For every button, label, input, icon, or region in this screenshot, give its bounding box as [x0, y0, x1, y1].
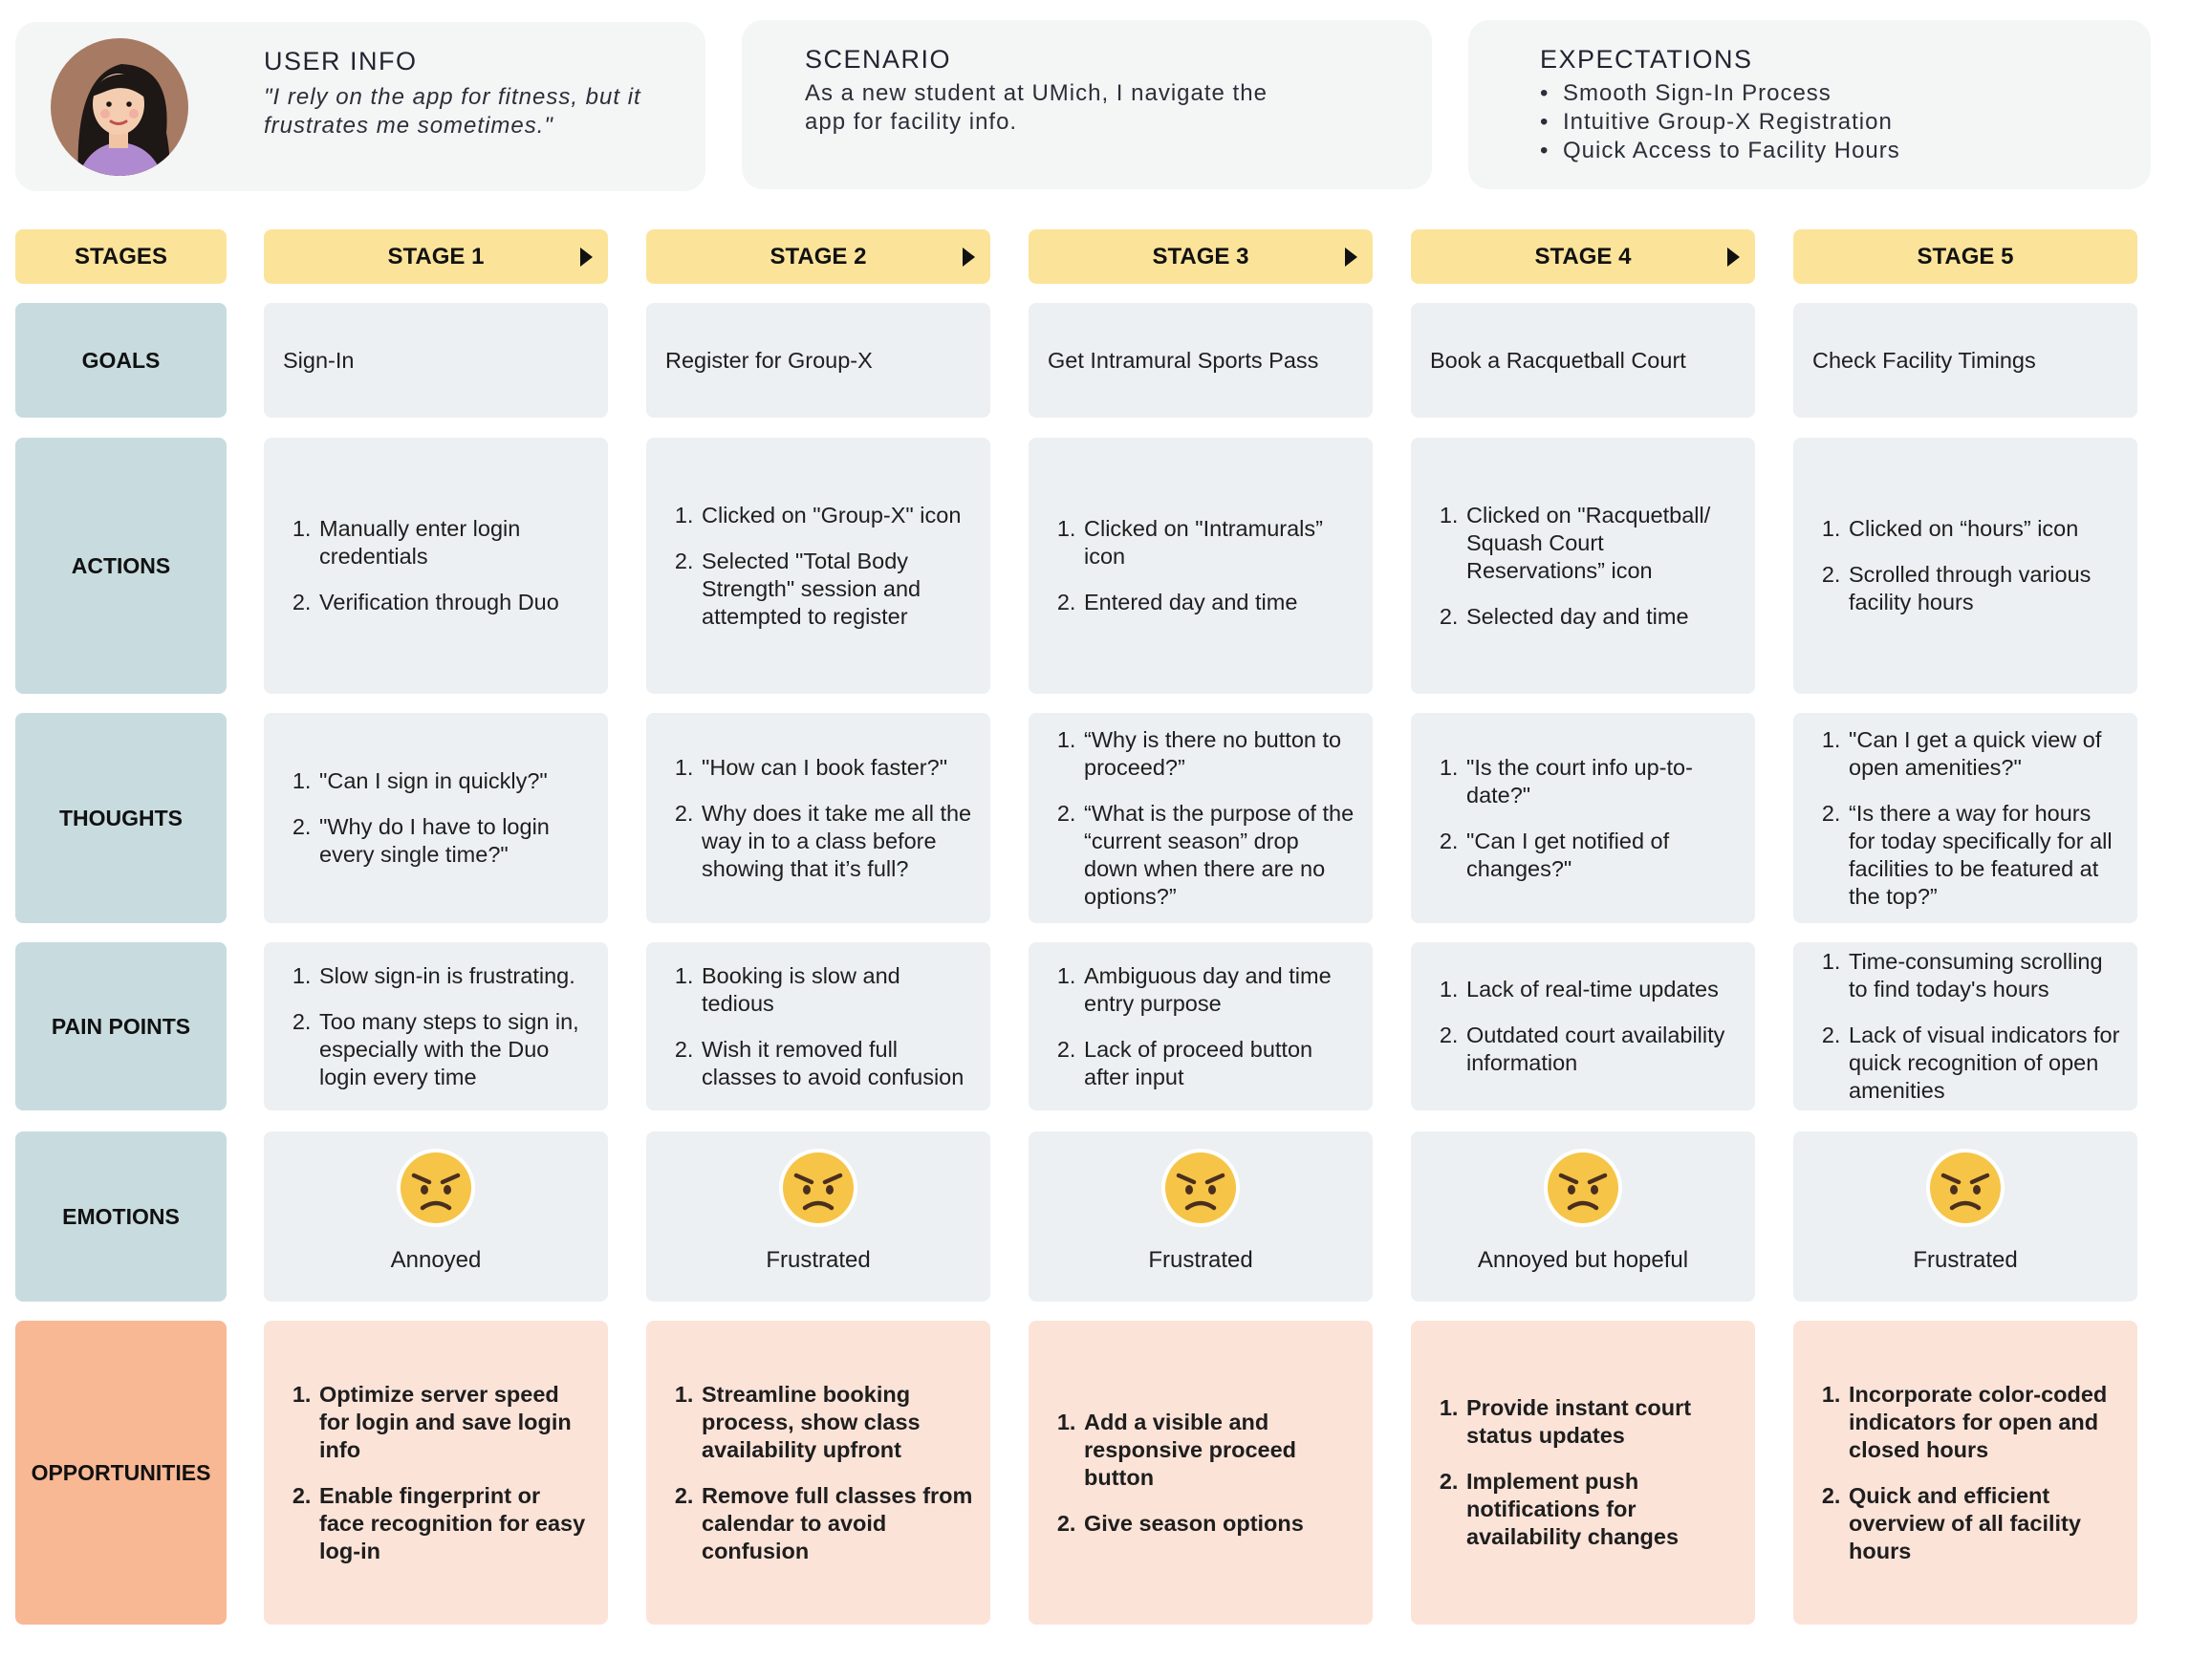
list-item: 1. “Why is there no button to proceed?” — [1082, 726, 1355, 782]
pain-points-list — [1793, 948, 2137, 1105]
goal-cell: Book a Racquetball Court — [1411, 303, 1755, 418]
actions-list — [1793, 515, 2137, 616]
list-item: 2. "Why do I have to login every single time?" — [317, 813, 591, 869]
stage-header-3 — [1029, 229, 1373, 284]
user-info-card — [15, 22, 705, 191]
user-info-title: USER INFO — [264, 47, 418, 75]
actions-list — [1029, 515, 1373, 616]
list-item: 2. Selected "Total Body Strength" session and attempted to register — [700, 548, 973, 631]
list-item: 2. Scrolled through various facility hours — [1847, 561, 2120, 616]
pain-points-cell — [1029, 942, 1373, 1110]
row-label-thoughts: THOUGHTS — [15, 713, 227, 923]
list-item: 1. Optimize server speed for login and save login info — [317, 1381, 591, 1464]
pain-points-cell — [646, 942, 990, 1110]
pain-points-cell — [1411, 942, 1755, 1110]
list-item: 1. Streamline booking process, show class availability upfront — [700, 1381, 973, 1464]
angry-face-icon — [1542, 1147, 1624, 1229]
expectations-list — [1540, 79, 1900, 165]
emotion-cell — [264, 1131, 608, 1302]
list-item: 1. "Is the court info up-to-date?" — [1464, 754, 1738, 809]
play-arrow-icon — [1727, 248, 1740, 267]
actions-list — [646, 502, 990, 631]
emotion-cell — [646, 1131, 990, 1302]
row-label-goals: GOALS — [15, 303, 227, 418]
list-item: 1. Ambiguous day and time entry purpose — [1082, 962, 1355, 1018]
list-item: 2. Verification through Duo — [317, 589, 591, 616]
opportunities-list — [646, 1381, 990, 1565]
list-item: 1. Provide instant court status updates — [1464, 1394, 1738, 1450]
scenario-text: As a new student at UMich, I navigate the app for facility info. — [805, 80, 1268, 135]
goal-cell: Check Facility Timings — [1793, 303, 2137, 418]
opportunities-cell — [264, 1321, 608, 1625]
stage-header-label: STAGE 1 — [387, 243, 485, 269]
thoughts-cell — [1029, 713, 1373, 923]
list-item: 1. Add a visible and responsive proceed button — [1082, 1409, 1355, 1492]
row-label-actions: ACTIONS — [15, 438, 227, 694]
scenario-card — [742, 20, 1432, 189]
thoughts-cell — [264, 713, 608, 923]
opportunities-list — [1793, 1381, 2137, 1565]
list-item: 2. Remove full classes from calendar to avoid confusion — [700, 1482, 973, 1565]
list-item: 2. Enable fingerprint or face recognition for easy log-in — [317, 1482, 591, 1565]
play-arrow-icon — [963, 248, 975, 267]
goal-cell: Get Intramural Sports Pass — [1029, 303, 1373, 418]
thoughts-cell — [1793, 713, 2137, 923]
stage-header-2 — [646, 229, 990, 284]
actions-cell — [1411, 438, 1755, 694]
list-item: 1. Slow sign-in is frustrating. — [317, 962, 591, 990]
emotion-label: Frustrated — [1148, 1247, 1253, 1273]
list-item: 2. Implement push notifications for availability changes — [1464, 1468, 1738, 1551]
list-item: 1. Incorporate color-coded indicators for open and closed hours — [1847, 1381, 2120, 1464]
expectations-card — [1468, 20, 2151, 189]
emotion-label: Annoyed but hopeful — [1477, 1247, 1689, 1273]
list-item: 1. Time-consuming scrolling to find today's hours — [1847, 948, 2120, 1003]
list-item: 1. Clicked on "Racquetball/ Squash Court Reservations” icon — [1464, 502, 1738, 585]
list-item: 1. Lack of real-time updates — [1464, 976, 1738, 1003]
list-item: 1. "Can I sign in quickly?" — [317, 767, 591, 795]
avatar — [50, 37, 189, 177]
list-item: 2. “Is there a way for hours for today specifically for all facilities to be featured at the top?” — [1847, 800, 2120, 911]
pain-points-cell — [264, 942, 608, 1110]
list-item: 2. Selected day and time — [1464, 603, 1738, 631]
thoughts-list — [1411, 754, 1755, 883]
goal-cell: Register for Group-X — [646, 303, 990, 418]
angry-face-icon — [395, 1147, 477, 1229]
play-arrow-icon — [1345, 248, 1357, 267]
list-item: 2. Quick and efficient overview of all facility hours — [1847, 1482, 2120, 1565]
thoughts-list — [264, 767, 608, 869]
pain-points-list — [264, 962, 608, 1091]
actions-list — [1411, 502, 1755, 631]
list-item: 2. Too many steps to sign in, especially with the Duo login every time — [317, 1008, 591, 1091]
list-item: 2. “What is the purpose of the “current season” drop down when there are no options?” — [1082, 800, 1355, 911]
stage-header-5 — [1793, 229, 2137, 284]
actions-cell — [264, 438, 608, 694]
emotion-cell — [1793, 1131, 2137, 1302]
list-item: 1. Clicked on "Group-X" icon — [700, 502, 973, 529]
list-item: 2. Give season options — [1082, 1510, 1355, 1538]
row-label-opportunities: OPPORTUNITIES — [15, 1321, 227, 1625]
stages-label: STAGES — [15, 229, 227, 284]
opportunities-cell — [1411, 1321, 1755, 1625]
list-item: 1. "How can I book faster?" — [700, 754, 973, 782]
list-item: 2. Outdated court availability information — [1464, 1022, 1738, 1077]
user-quote: "I rely on the app for fitness, but it frustrates me sometimes." — [264, 84, 641, 139]
expectation-item: • Quick Access to Facility Hours — [1540, 137, 1900, 165]
opportunities-cell — [646, 1321, 990, 1625]
list-item: 2. "Can I get notified of changes?" — [1464, 828, 1738, 883]
emotion-label: Frustrated — [766, 1247, 871, 1273]
stage-header-label: STAGE 5 — [1917, 243, 2014, 269]
opportunities-cell — [1029, 1321, 1373, 1625]
actions-cell — [646, 438, 990, 694]
emotion-cell — [1029, 1131, 1373, 1302]
thoughts-list — [646, 754, 990, 883]
pain-points-list — [1411, 976, 1755, 1077]
list-item: 1. "Can I get a quick view of open amenities?" — [1847, 726, 2120, 782]
stage-header-label: STAGE 4 — [1534, 243, 1632, 269]
list-item: 2. Entered day and time — [1082, 589, 1355, 616]
stage-header-4 — [1411, 229, 1755, 284]
scenario-title: SCENARIO — [805, 45, 952, 74]
actions-list — [264, 515, 608, 616]
emotion-label: Annoyed — [390, 1247, 482, 1273]
row-label-emotions: EMOTIONS — [15, 1131, 227, 1302]
opportunities-list — [264, 1381, 608, 1565]
list-item: 1. Clicked on "Intramurals” icon — [1082, 515, 1355, 571]
expectations-title: EXPECTATIONS — [1540, 45, 1753, 74]
play-arrow-icon — [580, 248, 593, 267]
list-item: 2. Lack of proceed button after input — [1082, 1036, 1355, 1091]
list-item: 2. Why does it take me all the way in to a class before showing that it’s full? — [700, 800, 973, 883]
actions-cell — [1029, 438, 1373, 694]
opportunities-list — [1029, 1409, 1373, 1538]
pain-points-list — [1029, 962, 1373, 1091]
expectation-item: • Intuitive Group-X Registration — [1540, 108, 1900, 137]
list-item: 1. Manually enter login credentials — [317, 515, 591, 571]
list-item: 2. Lack of visual indicators for quick recognition of open amenities — [1847, 1022, 2120, 1105]
pain-points-cell — [1793, 942, 2137, 1110]
pain-points-list — [646, 962, 990, 1091]
emotion-label: Frustrated — [1913, 1247, 2018, 1273]
list-item: 1. Clicked on “hours” icon — [1847, 515, 2120, 543]
list-item: 2. Wish it removed full classes to avoid confusion — [700, 1036, 973, 1091]
goal-cell: Sign-In — [264, 303, 608, 418]
stage-header-label: STAGE 3 — [1152, 243, 1249, 269]
thoughts-list — [1793, 726, 2137, 911]
angry-face-icon — [777, 1147, 859, 1229]
thoughts-list — [1029, 726, 1373, 911]
stage-header-1 — [264, 229, 608, 284]
angry-face-icon — [1924, 1147, 2006, 1229]
expectation-item: • Smooth Sign-In Process — [1540, 79, 1900, 108]
row-label-pain-points: PAIN POINTS — [15, 942, 227, 1110]
angry-face-icon — [1160, 1147, 1242, 1229]
opportunities-list — [1411, 1394, 1755, 1551]
list-item: 1. Booking is slow and tedious — [700, 962, 973, 1018]
actions-cell — [1793, 438, 2137, 694]
thoughts-cell — [646, 713, 990, 923]
stage-header-label: STAGE 2 — [770, 243, 867, 269]
opportunities-cell — [1793, 1321, 2137, 1625]
thoughts-cell — [1411, 713, 1755, 923]
emotion-cell — [1411, 1131, 1755, 1302]
